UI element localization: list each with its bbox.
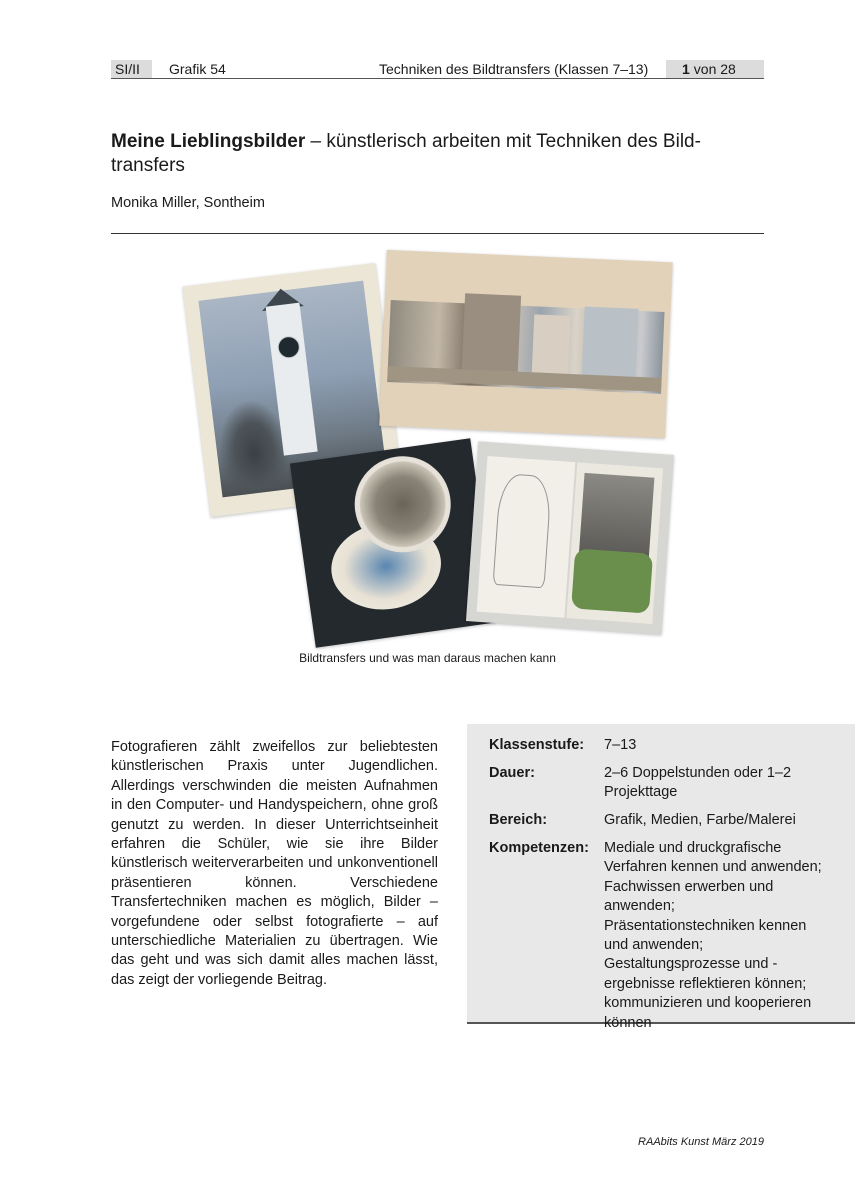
header-title: Techniken des Bildtransfers (Klassen 7–13) [379, 61, 649, 77]
footer-source: RAAbits Kunst März 2019 [638, 1136, 764, 1148]
level-badge: SI/II [111, 60, 152, 78]
photo-sketchbook [466, 441, 674, 634]
info-box [467, 724, 855, 1031]
info-value: Grafik, Medien, Farbe/Malerei [604, 812, 796, 828]
article-title [111, 130, 731, 178]
info-key: Bereich: [489, 812, 548, 828]
photo-city-panorama [379, 250, 672, 438]
photo-round-box [290, 438, 496, 648]
photo-building [582, 307, 639, 381]
photo-building [532, 314, 570, 374]
info-key: Klassenstufe: [489, 737, 585, 753]
info-value: Mediale und druckgrafische Verfahren kennen und anwenden; Fachwissen erwerben und anwenden; Präsentationstechniken kennen und anwenden; Gestaltungsprozesse und -ergebnisse reflektieren können; kommunizieren und kooperieren können [604, 840, 822, 1031]
intro-paragraph: Fotografieren zählt zweifellos zur beliebtesten künstlerischen Praxis unter Jugendlichen. Allerdings verschwinden die meisten Aufnahmen in den Computer- und Handyspeichern, ohne groß genutzt zu werden. In dieser Unterrichtseinheit erfahren die Schüler, wie sie ihre Bilder künstlerisch weiterverarbeiten und unkonventionell präsentieren können. Verschiedene Transfertechniken machen es möglich, Bilder – vorgefundene oder selbst fotografierte – auf unterschiedliche Materialien zu übertragen. Wie das geht und was sich damit alles machen lässt, das zeigt der vorliegende Beitrag. [111, 739, 438, 988]
page-total: von 28 [693, 61, 736, 77]
title-rest: – künstlerisch arbeiten mit Techniken des Bild-transfers [111, 131, 701, 176]
page-indicator [666, 60, 764, 78]
title-bold: Meine Lieblingsbilder [111, 131, 306, 152]
sketchbook-photo [579, 473, 654, 558]
info-key: Kompetenzen: [489, 840, 589, 856]
info-value: 2–6 Doppelstunden oder 1–2 Projekttage [604, 765, 792, 801]
info-value: 7–13 [604, 737, 637, 753]
running-header [111, 60, 764, 80]
page-current: 1 [682, 61, 690, 77]
sketchbook-green-paint [571, 548, 653, 613]
author-line: Monika Miller, Sontheim [111, 195, 265, 211]
photo-building [462, 293, 521, 371]
figure-caption: Bildtransfers und was man daraus machen kann [299, 651, 556, 665]
title-separator [111, 233, 764, 234]
info-key: Dauer: [489, 765, 535, 781]
header-rule [111, 78, 764, 79]
subject-label: Grafik 54 [169, 61, 226, 77]
